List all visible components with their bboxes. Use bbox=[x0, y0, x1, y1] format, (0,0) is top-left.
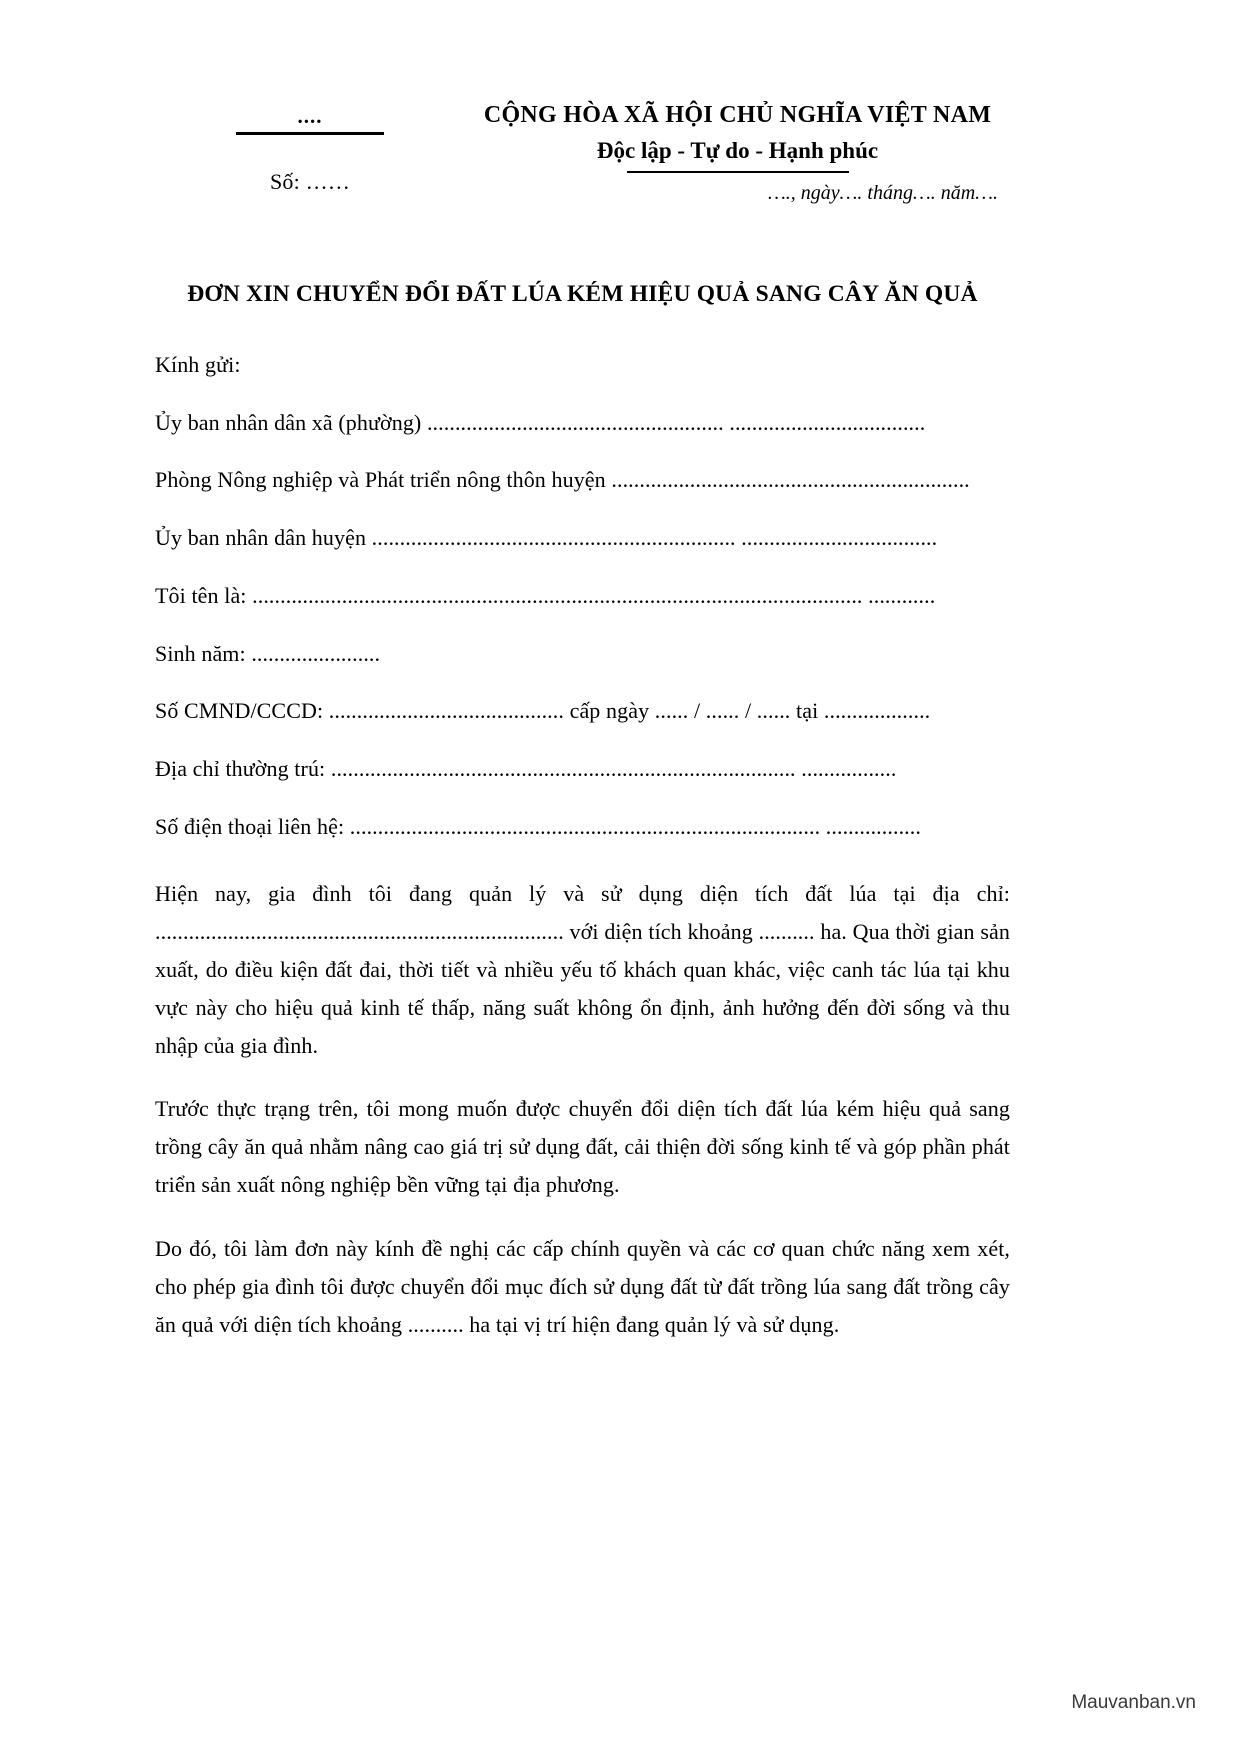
national-header-block bbox=[465, 100, 1010, 205]
applicant-address-line: Địa chỉ thường trú: ................................................................................... ................. bbox=[155, 755, 897, 781]
organization-divider bbox=[236, 132, 384, 135]
recipient-district-line: Ủy ban nhân dân huyện ................................................................. ................................... bbox=[155, 525, 938, 551]
paragraph-current-situation: Hiện nay, gia đình tôi đang quản lý và sử dụng diện tích đất lúa tại địa chỉ: ......................................................................... với diện tích khoảng .......... ha. Qua thời gian sản xuất, do điều kiện đất đai, thời tiết và nhiều yếu tố khách quan khác, việc canh tác lúa tại khu vực này cho hiệu quả kinh tế thấp, năng suất không ổn định, ảnh hưởng đến đời sống và thu nhập của gia đình. bbox=[155, 881, 1010, 1058]
issuing-organization-placeholder: .... bbox=[297, 104, 323, 128]
paragraph-formal-petition: Do đó, tôi làm đơn này kính đề nghị các cấp chính quyền và các cơ quan chức năng xem xét, cho phép gia đình tôi được chuyển đổi mục đích sử dụng đất từ đất trồng lúa sang đất trồng cây ăn quả với diện tích khoảng .......... ha tại vị trí hiện đang quản lý và sử dụng. bbox=[155, 1235, 1010, 1337]
motto-divider bbox=[627, 171, 849, 174]
applicant-name-line: Tôi tên là: ............................................................................................................. ............ bbox=[155, 582, 936, 608]
applicant-phone-line: Số điện thoại liên hệ: .................................................................................... ................. bbox=[155, 813, 921, 839]
issuing-organization-block bbox=[155, 100, 465, 195]
date-field: …., ngày…. tháng…. năm…. bbox=[767, 182, 998, 205]
recipients-heading: Kính gửi: bbox=[155, 352, 241, 378]
document-body bbox=[155, 350, 1010, 1343]
applicant-id-line: Số CMND/CCCD: .......................................... cấp ngày ...... / ...... / ...... tại ................... bbox=[155, 698, 931, 724]
applicant-birth-year-line: Sinh năm: ....................... bbox=[155, 640, 381, 666]
document-content bbox=[155, 0, 1010, 1369]
national-title: CỘNG HÒA XÃ HỘI CHỦ NGHĨA VIỆT NAM bbox=[483, 102, 992, 128]
national-motto: Độc lập - Tự do - Hạnh phúc bbox=[596, 138, 879, 163]
page-title: ĐƠN XIN CHUYỂN ĐỔI ĐẤT LÚA KÉM HIỆU QUẢ SANG CÂY ĂN QUẢ bbox=[187, 281, 978, 308]
document-number-field: Số: …… bbox=[269, 168, 351, 194]
source-watermark: Mauvanban.vn bbox=[1071, 1692, 1196, 1713]
paragraph-conversion-request: Trước thực trạng trên, tôi mong muốn được chuyển đổi diện tích đất lúa kém hiệu quả sang trồng cây ăn quả nhằm nâng cao giá trị sử dụng đất, cải thiện đời sống kinh tế và góp phần phát triển sản xuất nông nghiệp bền vững tại địa phương. bbox=[155, 1096, 1010, 1198]
recipient-commune-line: Ủy ban nhân dân xã (phường) ..................................................... ................................... bbox=[155, 409, 926, 435]
document-header bbox=[155, 0, 1010, 205]
recipient-agriculture-office-line: Phòng Nông nghiệp và Phát triển nông thôn huyện ................................................................ bbox=[155, 467, 970, 493]
